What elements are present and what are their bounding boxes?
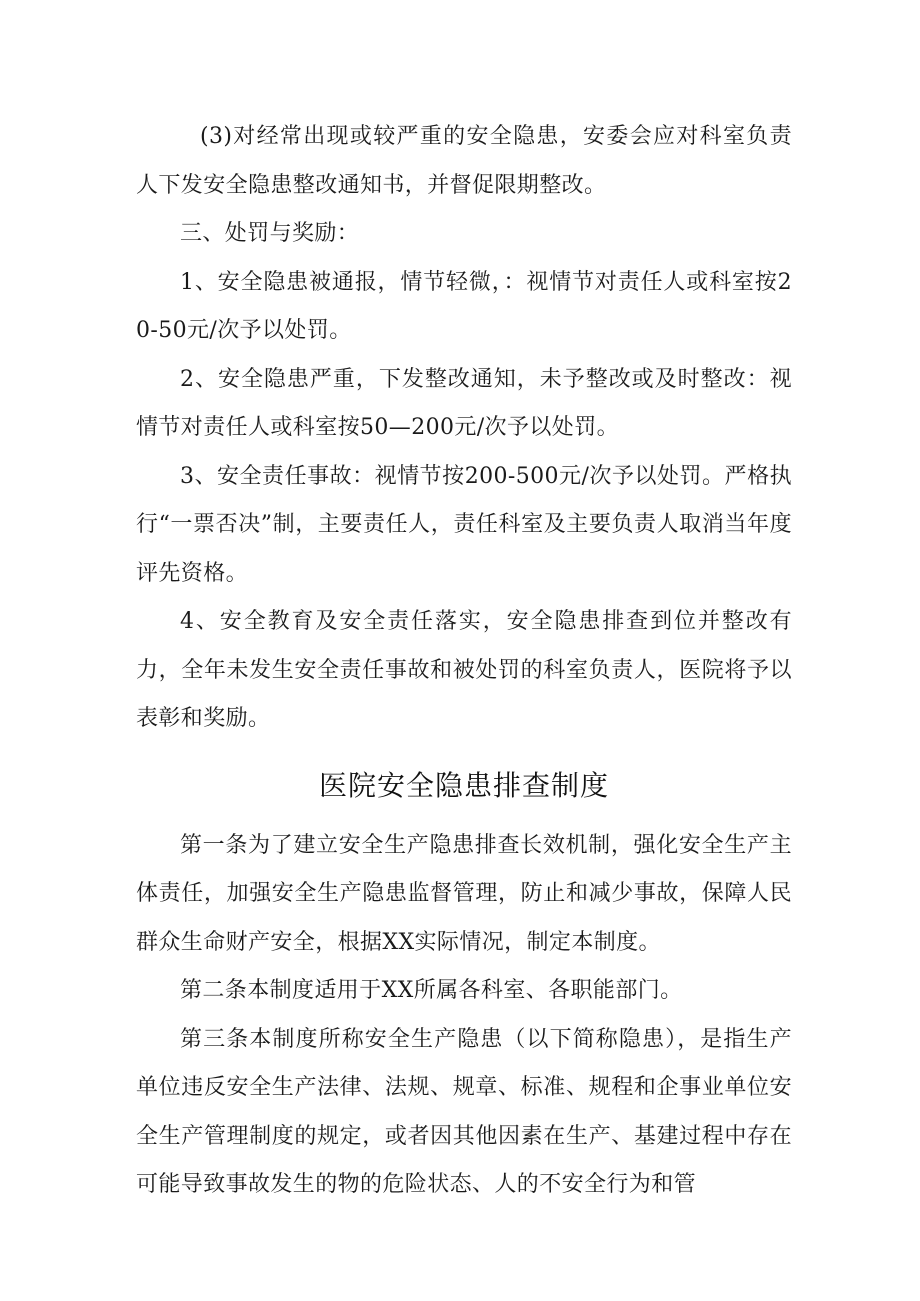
paragraph-article-2: 第二条本制度适用于XX所属各科室、各职能部门。 <box>180 978 683 1003</box>
paragraph-penalty-2: 2、安全隐患严重，下发整改通知，未予整改或及时整改：视情节对责任人或科室按50—200元/次予以处罚。 <box>136 366 792 440</box>
paragraph-rectification-notice: (3)对经常出现或较严重的安全隐患，安委会应对科室负责人下发安全隐患整改通知书，并督促限期整改。 <box>136 124 792 198</box>
paragraph-reward-4: 4、安全教育及安全责任落实，安全隐患排查到位并整改有力，全年未发生安全责任事故和被处罚的科室负责人，医院将予以表彰和奖励。 <box>136 609 792 731</box>
heading-penalty-reward: 三、处罚与奖励： <box>180 221 360 246</box>
paragraph-article-3: 第三条本制度所称安全生产隐患（以下简称隐患），是指生产单位违反安全生产法律、法规、规章、标准、规程和企事业单位安全生产管理制度的规定，或者因其他因素在生产、基建过程中存在可能导致事故发生的物的危险状态、人的不安全行为和管 <box>136 1026 792 1197</box>
paragraph-penalty-1: 1、安全隐患被通报，情节轻微，：视情节对责任人或科室按20-50元/次予以处罚。 <box>136 269 792 343</box>
document-title: 医院安全隐患排查制度 <box>318 768 609 802</box>
paragraph-penalty-3: 3、安全责任事故：视情节按200-500元/次予以处罚。严格执行“一票否决”制，主要责任人，责任科室及主要负责人取消当年度评先资格。 <box>136 463 792 586</box>
paragraph-article-1: 第一条为了建立安全生产隐患排查长效机制，强化安全生产主体责任，加强安全生产隐患监督管理，防止和减少事故，保障人民群众生命财产安全，根据XX实际情况，制定本制度。 <box>136 832 792 955</box>
